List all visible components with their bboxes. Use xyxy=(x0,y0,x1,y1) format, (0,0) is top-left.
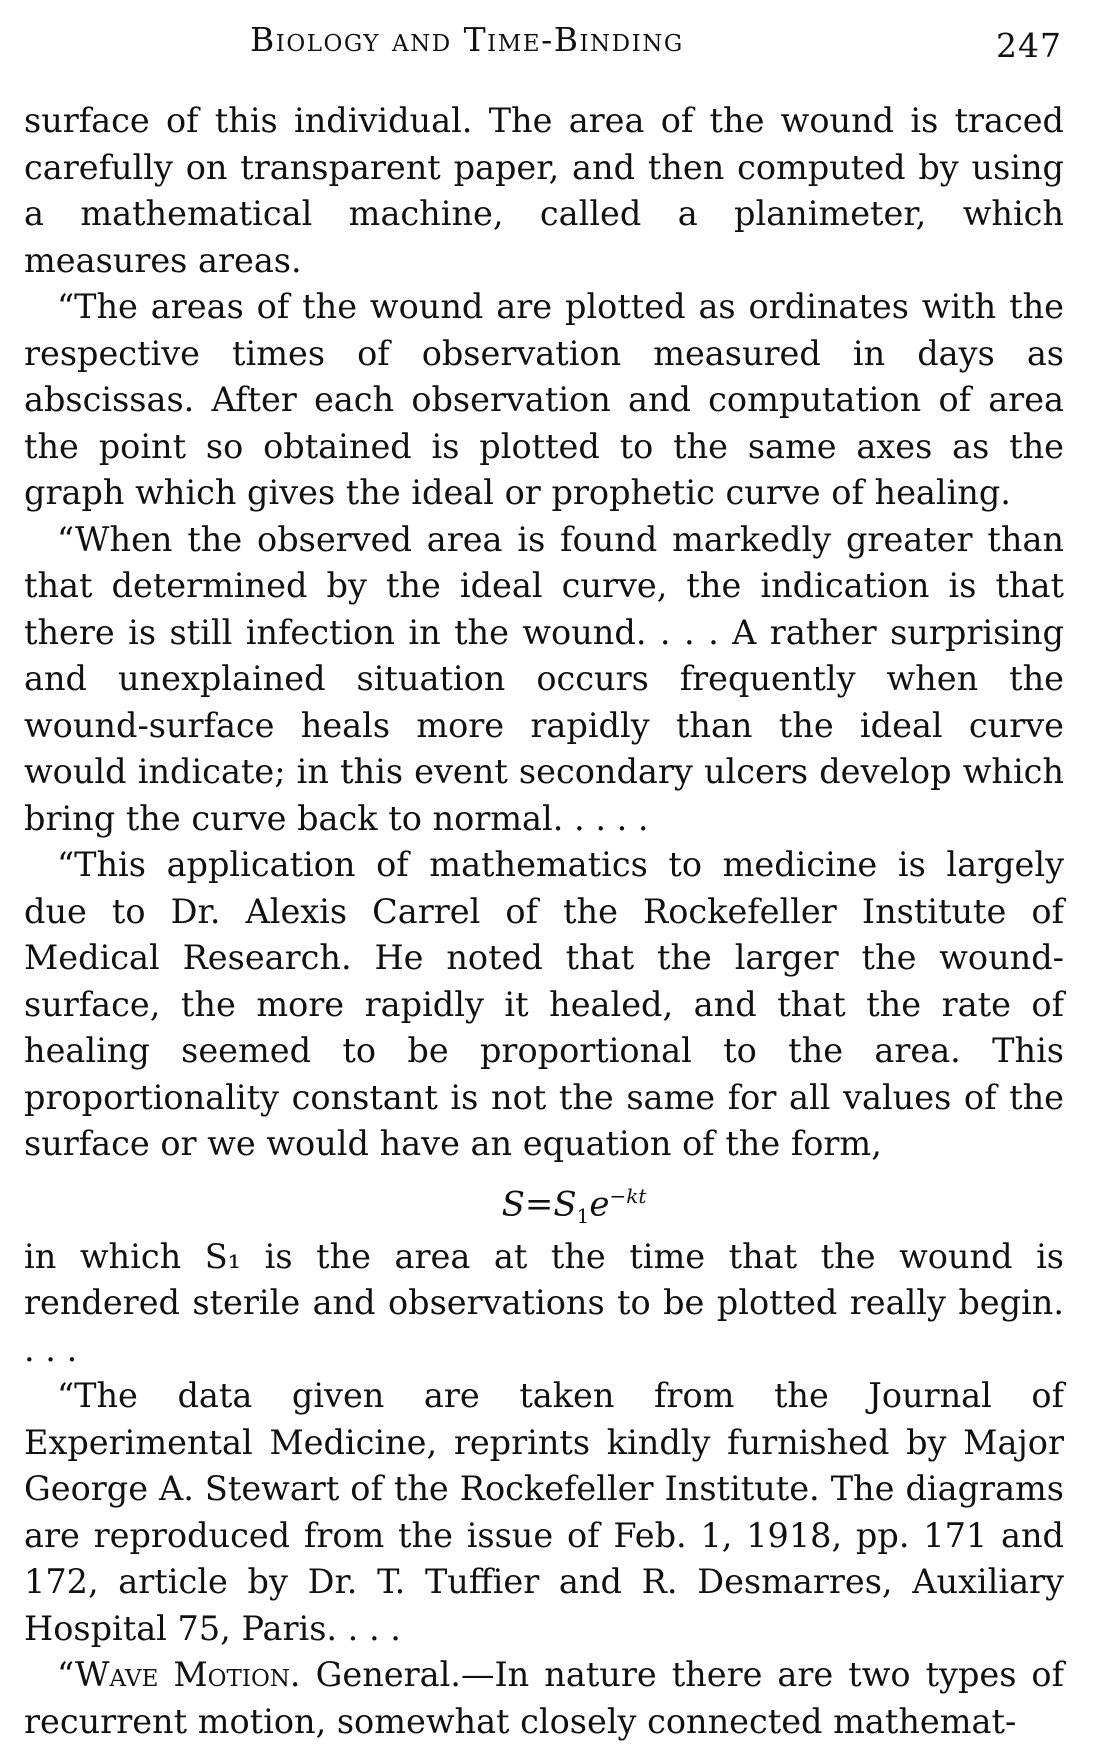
equation-exponent: −kt xyxy=(609,1183,647,1208)
equation-subscript: 1 xyxy=(576,1203,590,1228)
paragraph-sterile: in which S₁ is the area at the time that the wound is rendered sterile and observations to be plotted really begin. . . . xyxy=(24,1236,1064,1369)
paragraph-data-source: “The data given are taken from the Journal of Experimental Medicine, reprints kindly furnished by Major George A. Stewart of the Rockefeller Institute. The diagrams are reproduced from the issue of Feb. 1, 1918, pp. 171 and 172, article by Dr. T. Tuffier and R. Desmarres, Auxiliary Hospital 75, Paris. . . . xyxy=(24,1376,1064,1648)
page-number: 247 xyxy=(996,26,1062,65)
body-text xyxy=(24,98,1064,1745)
healing-equation xyxy=(24,1168,1064,1234)
paragraph-plotting: “The areas of the wound are plotted as ordinates with the respective times of observation measured in days as abscissas. After each observation and computation of area the point so obtained is plotted to the same axes as the graph which gives the ideal or prophetic curve of healing. xyxy=(24,287,1064,512)
paragraph-infection: “When the observed area is found markedly greater than that determined by the ideal curve, the indication is that there is still infection in the wound. . . . A rather surprising and unexplained situation occurs frequently when the wound-surface heals more rapidly than the ideal curve would indicate; in this event secondary ulcers develop which bring the curve back to normal. . . . . xyxy=(24,519,1064,838)
paragraph-continuation: surface of this individual. The area of the wound is traced carefully on transparent paper, and then computed by using a mathematical machine, called a planimeter, which measures areas. xyxy=(24,101,1064,280)
wave-motion-text: General.—In nature there are two types of recurrent motion, somewhat closely connected mathemat- xyxy=(24,1655,1064,1741)
page-header xyxy=(0,12,1094,72)
running-title: Biology and Time-Binding xyxy=(250,20,684,59)
wave-motion-heading: “Wave Motion. xyxy=(57,1655,301,1694)
paragraph-wave-motion xyxy=(24,1652,1064,1745)
equation-base: e xyxy=(589,1183,610,1224)
equation-lhs: S=S xyxy=(501,1183,577,1224)
paragraph-carrel: “This application of mathematics to medicine is largely due to Dr. Alexis Carrel of the Rockefeller Institute of Medical Research. He noted that the larger the wound-surface, the more rapidly it healed, and that the rate of healing seemed to be proportional to the area. This proportionality constant is not the same for all values of the surface or we would have an equation of the form, xyxy=(24,845,1064,1163)
